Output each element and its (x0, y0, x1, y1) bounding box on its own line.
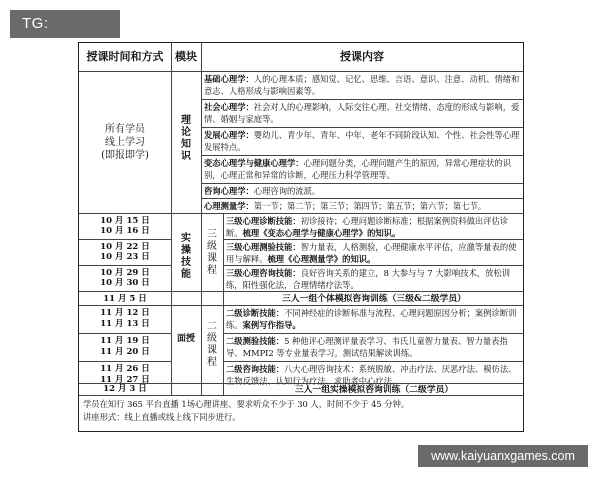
date-divider (79, 291, 171, 292)
row-text: 心理问题分类，心理问题产生的原因，异常心理症状的识别，心理正常和异常的诊断，心理压力科学管理等。 (204, 158, 512, 180)
row-text: 良好咨询关系的建立，8 大参与与 7 大影响技术，放松训练，阳性强化法，合理情绪疗法等。 (226, 268, 510, 290)
date-item: 11 月 5 日 (103, 294, 147, 304)
row-text: 社会对人的心理影响，人际交往心理、社交情绪、态度的形成与影响，爱情、婚姻与家庭等。 (204, 102, 520, 124)
theory-row-counseling (204, 185, 522, 197)
theory-char: 识 (181, 151, 191, 162)
row-divider (201, 198, 523, 199)
theory-row-basic (204, 73, 522, 97)
header-time-mode: 授课时间和方式 (86, 50, 164, 63)
theory-char: 论 (181, 127, 191, 138)
row-text: 人的心理本质；感知觉、记忆、思维、言语、意识、注意、动机、情绪和意志、人格形成与影响因素等。 (204, 74, 520, 96)
footer-line-2: 讲座形式：线上直播或线上线下同步进行。 (83, 412, 241, 422)
theory-char: 知 (181, 139, 191, 150)
practice-row-group-l2: 三人一组实操模拟咨询训练（二级学员） (294, 385, 454, 395)
theory-row-measurement (204, 200, 522, 212)
watermark-top: TG: MYYJJPP (10, 10, 120, 38)
level3-label (203, 229, 221, 277)
header-divider (79, 71, 523, 72)
date-item: 10 月 22 日 (100, 242, 150, 252)
row-title: 三级心理咨询技能： (226, 268, 301, 278)
date-item: 11 月 13 日 (100, 319, 150, 329)
row-title: 心理测量学： (204, 201, 254, 211)
footer-line-1: 学员在知行 365 平台直播 1场心理讲座、要求听众不少于 30 人，时间不少于 45 分钟。 (83, 399, 410, 409)
row-divider (171, 291, 523, 292)
row-divider (223, 333, 523, 334)
level-char: 三 (207, 229, 217, 240)
practice-row-l3-diagnosis (226, 215, 522, 239)
date-item: 10 月 30 日 (100, 278, 150, 288)
row-divider (223, 361, 523, 362)
row-extra: 梳理《变态心理学与健康心理学》的知识。 (242, 228, 401, 238)
row-title: 社会心理学： (204, 102, 254, 112)
date-item: 12 月 3 日 (103, 384, 147, 394)
theory-label (179, 115, 193, 163)
theory-row-social (204, 101, 522, 125)
row-text: 5 种他评心理测评量表学习、韦氏儿童智力量表、智力量表指导、MMPI2 等专业量表学习。测试结果解读训练。 (226, 336, 508, 358)
date-item: 10 月 15 日 (100, 216, 150, 226)
practice-char: 技 (181, 257, 191, 268)
date-item: 11 月 26 日 (100, 364, 150, 374)
row-title: 三级心理测验技能： (226, 242, 301, 252)
practice-label (179, 233, 193, 281)
mode-line-2: 线上学习 (105, 137, 145, 148)
row-title: 发展心理学： (204, 130, 254, 140)
col-divider-1 (171, 43, 172, 395)
level-char: 程 (207, 357, 217, 368)
row-divider (223, 239, 523, 240)
header-module: 模块 (175, 50, 197, 63)
mode-line-3: (即报即学) (101, 150, 149, 161)
practice-row-l3-testing (226, 241, 522, 265)
practice-row-l3-counseling (226, 267, 522, 291)
row-text: 八大心理咨询技术：系统脱敏、冲击疗法、厌恶疗法、模仿法、生物反馈法、认知行为疗法、求助者中心疗法。 (226, 364, 517, 386)
practice-char: 能 (181, 269, 191, 280)
theory-row-development (204, 129, 522, 153)
row-title: 二级诊断技能： (226, 308, 285, 318)
date-item: 11 月 12 日 (100, 308, 150, 318)
date-item: 11 月 19 日 (100, 336, 150, 346)
footer-divider (79, 395, 523, 396)
row-divider (201, 155, 523, 156)
level-char: 二 (207, 321, 217, 332)
col-divider-3 (223, 213, 224, 395)
row-divider (201, 99, 523, 100)
date-item: 11 月 27 日 (100, 375, 150, 385)
header-content: 授课内容 (340, 50, 384, 63)
row-divider (171, 305, 523, 306)
date-item: 11 月 20 日 (100, 347, 150, 357)
row-extra: 梳理《心理测量学》的知识。 (267, 254, 376, 264)
face-label: 面授 (176, 334, 195, 344)
row-title: 基础心理学： (204, 74, 254, 84)
date-divider (79, 265, 171, 266)
date-item: 10 月 16 日 (100, 226, 150, 236)
row-title: 三级心理诊断技能： (226, 216, 301, 226)
theory-row-abnormal (204, 157, 522, 181)
watermark-bottom: www.kaiyuanxgames.com (418, 445, 588, 467)
section-divider (79, 213, 523, 214)
row-divider (223, 265, 523, 266)
level-char: 课 (207, 253, 217, 264)
practice-row-l2-diagnosis (226, 307, 522, 331)
row-divider (201, 127, 523, 128)
course-schedule-table (78, 42, 524, 432)
practice-row-group-l3: 三人一组个体模拟咨询训练（三级&二级学员） (282, 294, 466, 304)
practice-row-l2-testing (226, 335, 522, 359)
date-divider (79, 333, 171, 334)
level-char: 课 (207, 345, 217, 356)
row-title: 二级咨询技能： (226, 364, 285, 374)
mode-line-1: 所有学员 (105, 124, 145, 135)
col-divider-2 (201, 43, 202, 395)
row-divider (201, 183, 523, 184)
learning-mode-text (79, 123, 171, 162)
row-extra: 案例写作指导。 (242, 320, 301, 330)
level-char: 级 (207, 241, 217, 252)
row-text: 第一节；第二节；第三节；第四节；第五节；第六节；第七节。 (253, 201, 487, 211)
row-title: 咨询心理学： (204, 186, 254, 196)
date-divider (79, 239, 171, 240)
row-text: 婴幼儿、青少年、青年、中年、老年不同阶段认知、个性、社会性等心理发展特点。 (204, 130, 520, 152)
row-text: 心理咨询的流派。 (253, 186, 321, 196)
practice-char: 操 (181, 245, 191, 256)
level2-label (203, 321, 221, 369)
date-item: 10 月 29 日 (100, 268, 150, 278)
row-text: 初诊接待；心理问题诊断标准；根据案例资料做出评估诊断。 (226, 216, 509, 238)
theory-char: 理 (181, 115, 191, 126)
row-text: 智力量表，人格测验，心理健康水平评估，应激等量表的使用与解释。 (226, 242, 517, 264)
date-divider (79, 305, 171, 306)
level-char: 程 (207, 265, 217, 276)
level-char: 级 (207, 333, 217, 344)
date-divider (79, 361, 171, 362)
row-text: 不同神经症的诊断标准与流程、心理问题原因分析；案例诊断训练。 (226, 308, 517, 330)
row-title: 二级测验技能： (226, 336, 285, 346)
practice-char: 实 (181, 233, 191, 244)
date-item: 10 月 23 日 (100, 252, 150, 262)
row-title: 变态心理学与健康心理学： (204, 158, 304, 168)
